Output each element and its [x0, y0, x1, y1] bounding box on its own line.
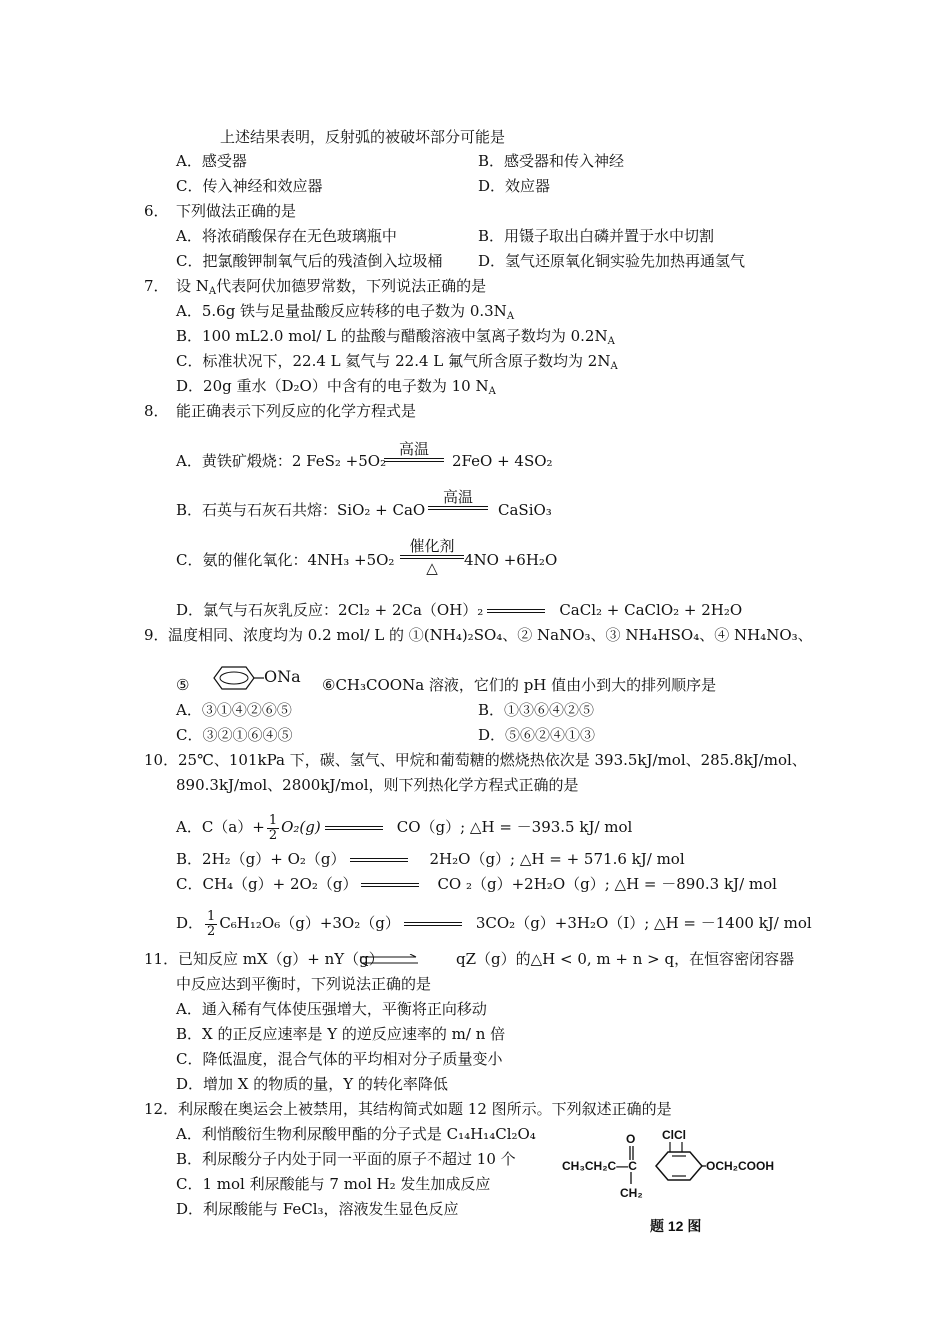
q10-b-equals-bar [350, 858, 408, 862]
q12-structure-figure [558, 1128, 798, 1238]
q12-option-c: C．1 mol 利尿酸能与 7 mol H₂ 发生加成反应 [176, 1175, 491, 1193]
q8-a-left: A．黄铁矿煅烧：2 FeS₂ +5O₂ [176, 452, 387, 470]
q9-option-a: A．③①④②⑥⑤ [176, 701, 292, 719]
q10-d-frac-num: 1 [207, 908, 216, 924]
q7-stem-sub: A [208, 286, 217, 297]
q8-d-left: D．氯气与石灰乳反应：2Cl₂ + 2Ca（OH）₂ [176, 601, 484, 619]
q6-option-d: D．氢气还原氧化铜实验先加热再通氢气 [478, 252, 746, 270]
q11-option-d: D．增加 X 的物质的量，Y 的转化率降低 [176, 1075, 448, 1093]
q11-option-b: B．X 的正反应速率是 Y 的逆反应速率的 m/ n 倍 [176, 1025, 506, 1043]
q8-c-condition [400, 537, 464, 577]
q7-a-text: A．5.6g 铁与足量盐酸反应转移的电子数为 0.3N [176, 302, 507, 320]
q11-stem2: 中反应达到平衡时，下列说法正确的是 [176, 975, 432, 993]
equilibrium-arrow-icon [358, 954, 420, 966]
q12-fig-ch2: CH₂ [620, 1186, 643, 1200]
q10-d-pre: D． [176, 914, 204, 932]
q12-option-d: D．利尿酸能与 FeCl₃，溶液发生显色反应 [176, 1200, 459, 1218]
q7-c-text: C．标准状况下，22.4 L 氦气与 22.4 L 氟气所含原子数均为 2N [176, 352, 611, 370]
q9-option-d: D．⑤⑥②④①③ [478, 726, 596, 744]
q9-stem: 温度相同、浓度均为 0.2 mol/ L 的 ①(NH₄)₂SO₄、② NaNO₃、③ NH₄HSO₄、④ NH₄NO₃、 [168, 626, 813, 644]
q8-b-cond-text: 高温 [442, 488, 473, 506]
q9-option-c: C．③②①⑥④⑤ [176, 726, 293, 744]
q6-option-a: A．将浓硝酸保存在无色玻璃瓶中 [176, 227, 397, 245]
q8-stem: 能正确表示下列反应的化学方程式是 [176, 402, 417, 420]
q5-option-b: B．感受器和传入神经 [478, 152, 625, 170]
q12-fig-oxygen: O [626, 1132, 636, 1146]
q10-number: 10． [144, 751, 179, 769]
q10-d-equals-bar [404, 922, 462, 926]
q10-d-frac-den: 2 [207, 923, 216, 939]
q8-number: 8． [144, 402, 169, 420]
q7-c-sub: A [610, 361, 618, 372]
q8-b-left: B．石英与石灰石共熔：SiO₂ + CaO [176, 501, 426, 519]
q10-option-a [176, 812, 632, 843]
q11-stem-pre: 已知反应 mX（g）+ nY（g） [178, 950, 384, 968]
q7-option-b [176, 326, 615, 352]
q9-number: 9． [144, 626, 169, 644]
q10-a-frac-num: 1 [268, 812, 278, 828]
q9-ona-label: ONa [264, 667, 301, 686]
q8-a-right: 2FeO + 4SO₂ [452, 452, 553, 470]
q7-option-a [176, 301, 514, 327]
q5-stem: 上述结果表明，反射弧的被破坏部分可能是 [220, 128, 506, 146]
q11-stem-post: qZ（g）的△H < 0, m + n > q，在恒容密闭容器 [456, 950, 795, 968]
q10-b-pre: B．2H₂（g）+ O₂（g） [176, 850, 346, 868]
q8-option-d [176, 600, 742, 620]
q10-a-mid: O₂(g) [281, 818, 321, 836]
q9-line2-pre: ⑤ [176, 676, 190, 694]
q7-a-sub: A [506, 311, 515, 322]
q8-d-equals-bar [487, 609, 545, 613]
q7-option-c [176, 351, 618, 377]
q10-a-equals-bar [325, 826, 383, 830]
q11-number: 11． [144, 950, 179, 968]
q12-option-b: B．利尿酸分子内处于同一平面的原子不超过 10 个 [176, 1150, 516, 1168]
q10-a-pre: A．C（a）+ [176, 818, 265, 836]
q10-c-pre: C．CH₄（g）+ 2O₂（g） [176, 875, 358, 893]
q6-option-c: C．把氯酸钾制氧气后的残渣倒入垃圾桶 [176, 252, 443, 270]
q6-stem: 下列做法正确的是 [176, 202, 297, 220]
q10-b-post: 2H₂O（g）; △H = + 571.6 kJ/ mol [429, 850, 685, 868]
q12-fig-right-chain: OCH₂COOH [706, 1159, 774, 1173]
q10-option-d [176, 908, 812, 939]
benzene-ring-icon [208, 664, 264, 692]
q5-option-d: D．效应器 [478, 177, 551, 195]
q9-option-b: B．①③⑥④②⑤ [478, 701, 595, 719]
q7-stem-post: 代表阿伏加德罗常数，下列说法正确的是 [216, 277, 487, 295]
q10-a-frac-den: 2 [268, 827, 278, 843]
q8-b-condition [428, 488, 488, 510]
q9-line2-post: ⑥CH₃COONa 溶液，它们的 pH 值由小到大的排列顺序是 [322, 676, 717, 694]
q12-fig-clcl: ClCl [662, 1128, 686, 1142]
q8-c-cond-bottom: △ [426, 559, 438, 577]
q10-option-b [176, 849, 685, 869]
q10-c-equals-bar [361, 883, 419, 887]
q12-stem: 利尿酸在奥运会上被禁用，其结构简式如题 12 图所示。下列叙述正确的是 [178, 1100, 672, 1118]
q8-c-right: 4NO +6H₂O [464, 551, 558, 569]
q11-option-c: C．降低温度，混合气体的平均相对分子质量变小 [176, 1050, 503, 1068]
q10-option-c [176, 874, 777, 894]
q6-number: 6． [144, 202, 169, 220]
q8-a-cond-text: 高温 [398, 440, 429, 458]
q8-c-cond-top: 催化剂 [409, 537, 455, 555]
q10-c-post: CO ₂（g）+2H₂O（g）; △H = －890.3 kJ/ mol [437, 875, 777, 893]
q12-option-a: A．利悄酸衍生物利尿酸甲酯的分子式是 C₁₄H₁₄Cl₂O₄ [176, 1125, 536, 1143]
q7-b-text: B．100 mL2.0 mol/ L 的盐酸与醋酸溶液中氢离子数均为 0.2N [176, 327, 608, 345]
q5-option-a: A．感受器 [176, 152, 247, 170]
q10-d-fraction [205, 910, 217, 939]
q10-stem: 25℃、101kPa 下，碳、氢气、甲烷和葡萄糖的燃烧热依次是 393.5kJ/mol、285.8kJ/mol、 [178, 751, 807, 769]
q8-b-right: CaSiO₃ [498, 501, 552, 519]
q7-option-d [176, 376, 496, 402]
q8-a-condition [384, 440, 444, 462]
q7-b-sub: A [607, 336, 615, 347]
q8-c-left: C．氨的催化氧化：4NH₃ +5O₂ [176, 551, 395, 569]
q7-stem [176, 276, 486, 302]
q12-number: 12． [144, 1100, 179, 1118]
q7-d-sub: A [488, 386, 496, 397]
q10-d-mid: C₆H₁₂O₆（g）+3O₂（g） [219, 914, 400, 932]
q7-stem-pre: 设 N [176, 277, 209, 295]
q10-a-fraction [267, 814, 279, 843]
q10-stem2: 890.3kJ/mol、2800kJ/mol，则下列热化学方程式正确的是 [176, 776, 579, 794]
q7-number: 7． [144, 277, 169, 295]
q8-a-equals-bar [384, 458, 444, 462]
q5-option-c: C．传入神经和效应器 [176, 177, 323, 195]
q8-b-equals-bar [428, 506, 488, 510]
q12-fig-caption: 题 12 图 [650, 1218, 702, 1234]
q7-d-text: D．20g 重水（D₂O）中含有的电子数为 10 N [176, 377, 489, 395]
q10-a-post: CO（g）; △H = －393.5 kJ/ mol [396, 818, 633, 836]
q8-d-right: CaCl₂ + CaClO₂ + 2H₂O [559, 601, 743, 619]
q6-option-b: B．用镊子取出白磷并置于水中切割 [478, 227, 715, 245]
q10-d-post: 3CO₂（g）+3H₂O（I）; △H = －1400 kJ/ mol [475, 914, 812, 932]
q12-fig-left-chain: CH₃CH₂C—C [562, 1159, 637, 1173]
q11-option-a: A．通入稀有气体使压强增大，平衡将正向移动 [176, 1000, 487, 1018]
